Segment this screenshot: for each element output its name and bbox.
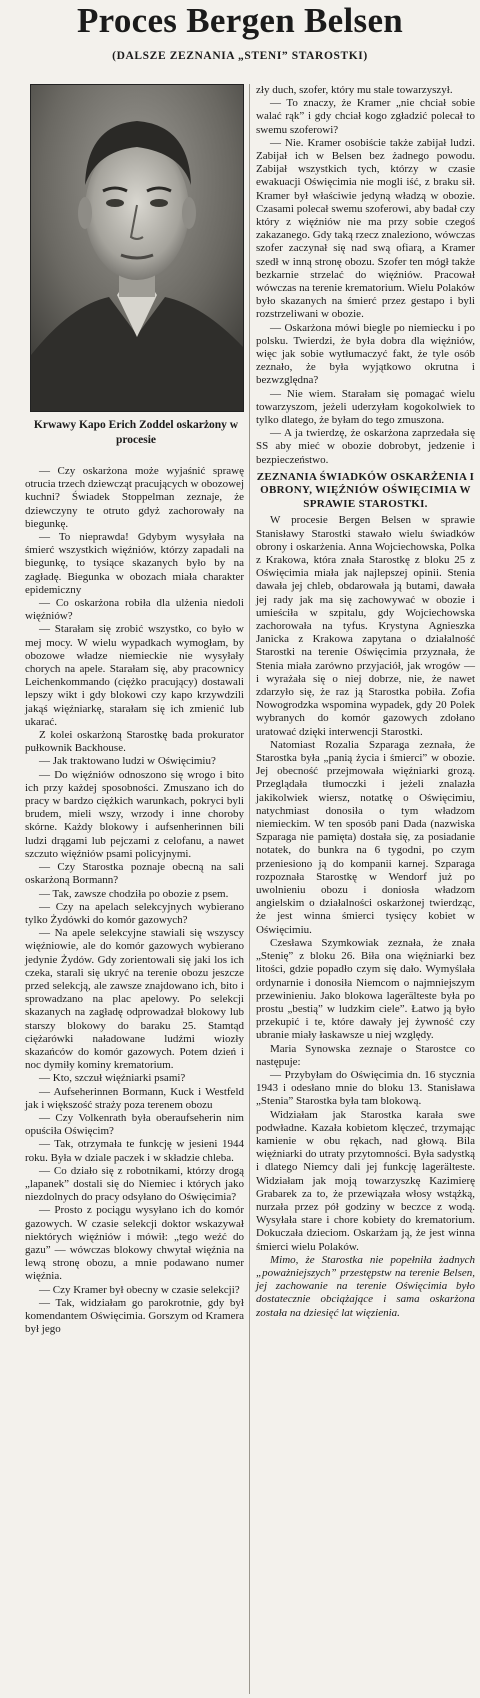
paragraph: W procesie Bergen Belsen w sprawie Stanisławy Starostki stawało wielu świadków obrony i oskarżenia. Anna Wojciechowska, Polka z Krakowa, która znała Starostkę z bloku 25 z Oświęcimia miała jak najlepszej opinii. Stenia dawała jej chleb, obdarowała ją butami, dawała jej rady jak ma się zachowywać w obozie i umieściła w szpitalu, gdy Wojciechowska zachorowała na tyfus. Krystyna Agnieszka Janicka z Krakowa zapytana o działalność Starostki na terenie Oświęcimia przyznała, że Stenia miała zarówno przyjaciół, jak wrogów — i wyrażała się o niej dobrze, nie, że nawet zdarzyło się, że raz ją Starostka pobiła. Zofia Nowogrodzka wspomina wypadek, gdy 20 Polek wybranych do komór gazowych zdołano uratować dzięki interwencji Starostki.: [256, 514, 475, 738]
paragraph: — Na apele selekcyjne stawiali się wszyscy więźniowie, ale do komór gazowych wybierano jedynie Żydów. Gdy zorientowali się jaki los ich czeka, starali się ukryć na terenie obozu jeszcze przed selekcją, ale zawsze znajdowano ich, bito i sprowadzano na plac apelowy. Po selekcji skazanych na zagładę odprowadzał blokowy lub starszy blokowy do baraku 25. Stamtąd ciężarówki naładowane ludźmi wiozły skazańców do komór gazowych. Potem dzień i noc dymiły kominy krematorium.: [25, 927, 244, 1072]
paragraph: — Nie. Kramer osobiście także zabijał ludzi. Zabijał ich w Belsen bez żadnego powodu. Zabijał wszystkich tych, którzy w czasie ewakuacji Oświęcimia nie mogli iść, z braku sił. Kramer był właściwie jedyną władzą w obozie. Czasami polecał swemu szoferowi, aby badał czy który z więźniów nie ma przy sobie czegoś zakazanego. Gdy taką rzecz znaleziono, wówczas szofer zaczynał się nad swą ofiarą, a Kramer szedł w inną stronę obozu. Szofer ten mógł także bezkarnie strzelać do więźniów. Pracował wówczas na terenie krematorium. Wielu Polaków było skazanych na śmierć przez gestapo i byli rozstrzeliwani w obozie.: [256, 136, 475, 321]
paragraph: — Prosto z pociągu wysyłano ich do komór gazowych. W czasie selekcji doktor wskazywał niektórych więźniów i mówił: „tego weźć do gazu” — wówczas blokowy chwytał więźnia na lewą stronę obozu, a mnie podawano numer więźnia.: [25, 1204, 244, 1283]
defendant-portrait-photo: [30, 84, 244, 412]
paragraph: — Aufseherinnen Bormann, Kuck i Westfeld jak i większość straży poza terenem obozu: [25, 1085, 244, 1111]
paragraph: — Jak traktowano ludzi w Oświęcimiu?: [39, 755, 216, 768]
article-headline: Proces Bergen Belsen: [76, 1, 404, 40]
paragraph: — Tak, widziałam go parokrotnie, gdy był komendantem Oświęcimia. Gorszym od Kramera był jego: [25, 1296, 244, 1336]
paragraph: — Przybyłam do Oświęcimia dn. 16 stycznia 1943 i odesłano mnie do bloku 13. Stanisława „Stenia” Starostka była tam blokową.: [256, 1068, 475, 1108]
paragraph: — Czy oskarżona może wyjaśnić sprawę otrucia trzech dziewcząt pracujących w obozowej kuchni? Świadek Stoppelman zeznaje, że dziewczyny te otruto gdyż zachorowały na biegunkę.: [25, 465, 244, 530]
paragraph: — Starałam się zrobić wszystko, co było w mej mocy. W wielu wypadkach wymogłam, by obozowe władze niemieckie nie wysyłały chorych na apele. Starałam się, aby pracownicy Leichenkommando (ciężko pracujący) dostawali lepszy wikt i gdy blokowi czy kapo krzywdzili jakąś więźniarkę, starałam się ich zmienić lub ukarać.: [25, 623, 244, 728]
closing-note: Mimo, że Starostka nie popełniła żadnych „poważniejszych” przestępstw na terenie Belsen, jej zachowanie na terenie Oświęcimia było dostatecznie obciążające i sama oskarżona została na dziesięć lat więzienia.: [256, 1253, 475, 1319]
paragraph: — Czy Volkenrath była oberaufseherin nim opuściła Oświęcim?: [25, 1111, 244, 1138]
left-column: [25, 465, 244, 1336]
paragraph: — Co oskarżona robiła dla ulżenia niedoli więźniów?: [25, 597, 244, 623]
paragraph: Maria Synowska zeznaje o Starostce co następuje:: [256, 1042, 475, 1068]
photo-caption: Krwawy Kapo Erich Zoddel oskarżony w procesie: [33, 419, 239, 446]
paragraph: — A ja twierdzę, że oskarżona zaprzedała się SS aby mieć w obozie dobrobyt, jedzenie i bezpieczeństwo.: [256, 427, 475, 466]
right-column: [256, 84, 475, 1320]
paragraph: Z kolei oskarżoną Starostkę bada prokurator pułkownik Backhouse.: [25, 729, 244, 755]
article-subhead: (DALSZE ZEZNANIA „STENI” STAROSTKI): [112, 50, 368, 62]
paragraph: Natomiast Rozalia Szparaga zeznała, że Starostka była „panią życia i śmierci” w obozie. Jej obecność przejmowała więźniarki grozą. Przeglądała tłumoczki i jeżeli znalazła jakikolwiek wiersz, notatkę o Oświęcimiu, natychmiast donosiła o tym władzom niemieckim. W ten sposób pani Dada (nazwiska Szparaga nie pamięta) dostała się, za posiadanie notatek, do bunkra na 6 tygodni, po czym przeniesiono ją do kompanii karnej. Szparaga rozpoznała Starostkę w Wendorf już po uwolnieniu obozu i doniosła władzom angielskim o działalności oskarżonej twierdząc, że jest winna śmierci tysięcy kobiet w Oświęcimiu.: [256, 738, 475, 936]
paragraph: — Nie wiem. Starałam się pomagać wielu towarzyszom, jeżeli uderzyłam kogokolwiek to tylko dlatego, że byłam do tego zmuszona.: [256, 387, 475, 427]
paragraph: — Co działo się z robotnikami, którzy drogą „lapanek” dostali się do Niemiec i których jako niezdolnych do pracy odsyłano do Oświęcimia?: [25, 1164, 244, 1204]
column-divider: [249, 84, 250, 1694]
section-heading: ZEZNANIA ŚWIADKÓW OSKARŻENIA I OBRONY, WIĘŹNIÓW OŚWIĘCIMIA W SPRAWIE STAROSTKI.: [256, 470, 475, 510]
paragraph: — To znaczy, że Kramer „nie chciał sobie walać rąk” i gdy chciał kogo zgładzić polecał to swemu szoferowi?: [256, 97, 475, 136]
paragraph: — Czy na apelach selekcyjnych wybierano tylko Żydówki do komór gazowych?: [25, 900, 244, 926]
paragraph: — Tak, zawsze chodziła po obozie z psem.: [39, 887, 229, 900]
paragraph: — Kto, szczuł więźniarki psami?: [39, 1072, 186, 1085]
paragraph: Widziałam jak Starostka karała swe podwładne. Kazała kobietom klęczeć, trzymając kamienie w obu rękach, nad głową. Bila więźniarki do utraty przytomności. Była sadystką i dlatego Niemcy dali jej funkcję lagerälteste. Widziałam jak moją towarzyszkę Kazimierę Grabarek za to, że przewiązała włosy wstążką, nurzała przez pół godziny w beczce z wodą. Wysyłała stare i chore kobiety do krematorium. Dokuczała dzieciom. Oskarżam ją, że jest winna śmierci wielu Polaków.: [256, 1108, 475, 1253]
paragraph: — Do więźniów odnoszono się wrogo i bito ich przy każdej sposobności. Zmuszano ich do pracy w bardzo ciężkich warunkach, pokryci byli brudem, mieli wszy, wrzody i inne choroby skórne. Każdy blokowy i aufsenherinnen bili ludzi drągami lub pejczami z celofanu, a nawet szczuto więźniów psami policyjnymi.: [25, 768, 244, 860]
paragraph: — Tak, otrzymała te funkcję w jesieni 1944 roku. Była w dziale paczek i w składzie chleba.: [25, 1138, 244, 1164]
paragraph: — Czy Kramer był obecny w czasie selekcji?: [39, 1283, 240, 1296]
paragraph: zły duch, szofer, który mu stale towarzyszył.: [256, 84, 453, 96]
paragraph: — To nieprawda! Gdybym wysyłała na śmierć wszystkich więźniów, którzy zapadali na biegunkę, to tysiące skazanych było by na zagładę. Biegunka w obozach miała charakter epidemiczny: [25, 531, 244, 596]
paragraph: Czesława Szymkowiak zeznała, że znała „Stenię” z bloku 26. Biła ona więźniarki bez litości, gdzie popadło czym się dało. Wymyślała ordynarnie i donosiła Niemcom o najmniejszym przewinieniu. Jako blokowa lagerälteste była po prostu „bestią” w ludzkim ciele”. Łatwo ją było przekupić i te, które dawały jej żywność czy ubranie miały łaskawsze u niej względy.: [256, 936, 475, 1042]
paragraph: — Czy Starostka poznaje obecną na sali oskarżoną Bormann?: [25, 861, 244, 887]
paragraph: — Oskarżona mówi biegle po niemiecku i po polsku. Twierdzi, że była dobra dla więźniów, więc jak sobie wytłumaczyć fakt, że tyle osób zeznało, że była wyjątkowo okrutna i bezwzględna?: [256, 321, 475, 387]
